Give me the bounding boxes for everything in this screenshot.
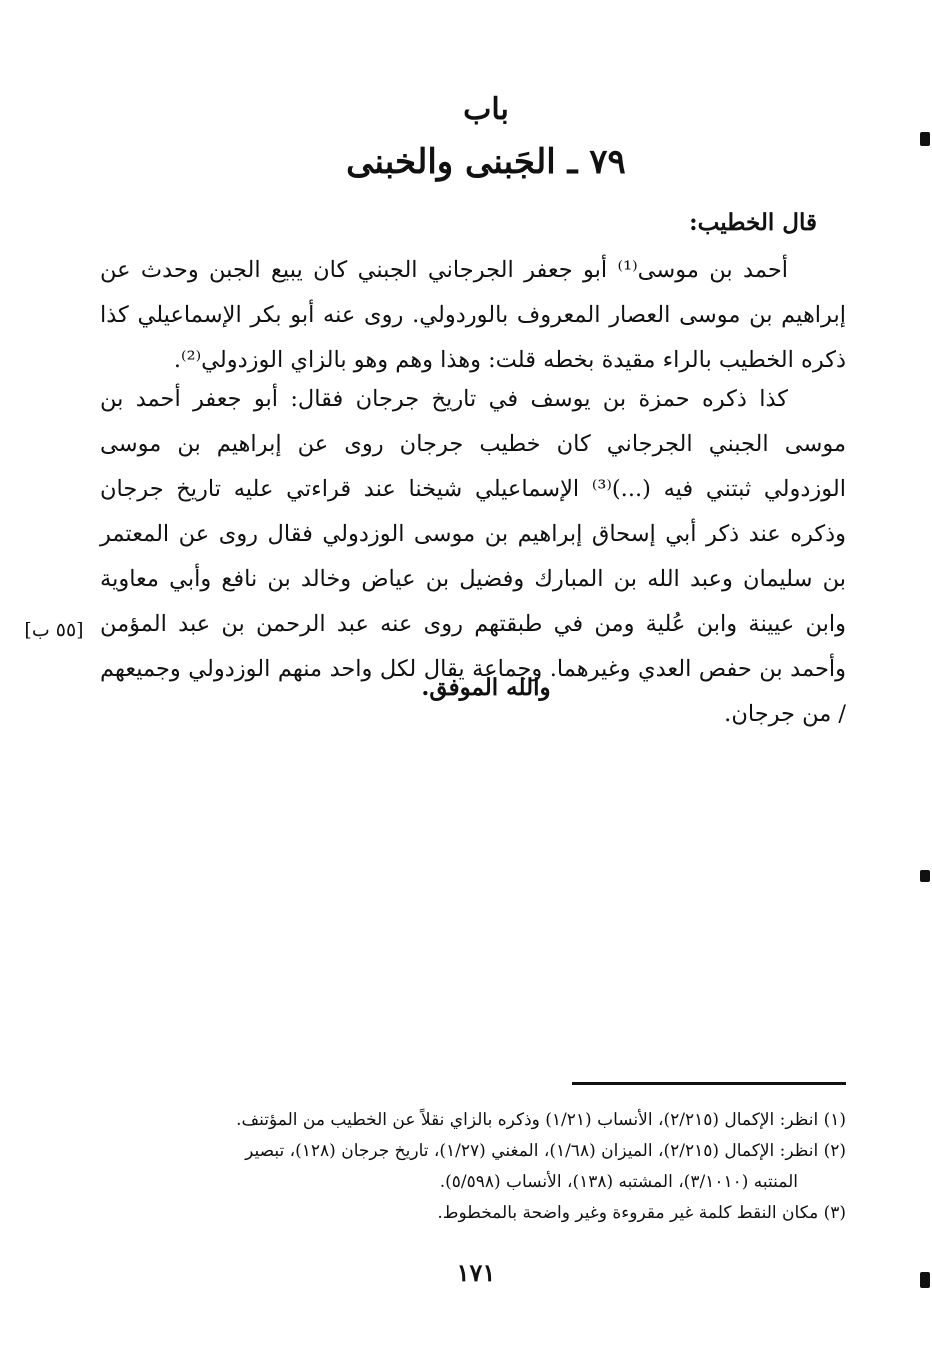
footnote: (٢) انظر: الإكمال (٢/٢١٥)، الميزان (١/٦٨)، المغني (١/٢٧)، تاريخ جرجان (١٢٨)، تبصير xyxy=(245,1141,846,1161)
footnotes xyxy=(98,1105,846,1229)
page-number: ١٧١ xyxy=(456,1258,496,1287)
footnote-continuation: المنتبه (٣/١٠١٠)، المشتبه (١٣٨)، الأنساب (٥/٥٩٨). xyxy=(439,1172,798,1192)
chapter-label: باب xyxy=(463,92,509,127)
paragraph-text: كذا ذكره حمزة بن يوسف في تاريخ جرجان فقال: أبو جعفر أحمد بن موسى الجبني الجرجاني كان خطيب جرجان روى عن إبراهيم بن موسى الوزدولي ثبتني فيه (...)⁽³⁾ الإسماعيلي شيخنا عند قراءتي عليه تاريخ جرجان وذكره عند ذكر أبي إسحاق إبراهيم بن موسى الوزدولي فقال روى عن المعتمر بن سليمان وعبد الله بن المبارك وفضيل بن عياض وخالد بن نافع وأبي معاوية وابن عيينة وابن عُلية ومن في طبقتهم روى عنه عبد الرحمن بن عبد المؤمن وأحمد بن حفص العدي وغيرهما. وجماعة يقال لكل واحد منهم الوزدولي وجميعهم / من جرجان. xyxy=(100,386,846,727)
paragraph-text: أحمد بن موسى⁽¹⁾ أبو جعفر الجرجاني الجبني كان يبيع الجبن وحدث عن إبراهيم بن موسى العصار المعروف بالوردولي. روى عنه أبو بكر الإسماعيلي كذا ذكره الخطيب بالراء مقيدة بخطه قلت: وهذا وهم وهو بالزاي الوزدولي⁽²⁾. xyxy=(100,257,846,373)
scan-edge-mark xyxy=(920,870,930,882)
footnote-divider xyxy=(572,1082,846,1085)
body-paragraph xyxy=(100,248,846,383)
footnote: (١) انظر: الإكمال (٢/٢١٥)، الأنساب (١/٢١) وذكره بالزاي نقلاً عن الخطيب من المؤتنف. xyxy=(236,1110,846,1130)
chapter-title: ٧٩ ـ الجَبنى والخبنى xyxy=(346,142,626,182)
closing-line: والله الموفق. xyxy=(421,674,551,701)
footnote: (٣) مكان النقط كلمة غير مقروءة وغير واضحة بالمخطوط. xyxy=(437,1203,846,1223)
manuscript-folio-note: [٥٥ ب] xyxy=(24,619,84,641)
scan-edge-mark xyxy=(920,1272,930,1288)
speaker-line: قال الخطيب: xyxy=(689,209,817,236)
scan-edge-mark xyxy=(920,132,930,146)
